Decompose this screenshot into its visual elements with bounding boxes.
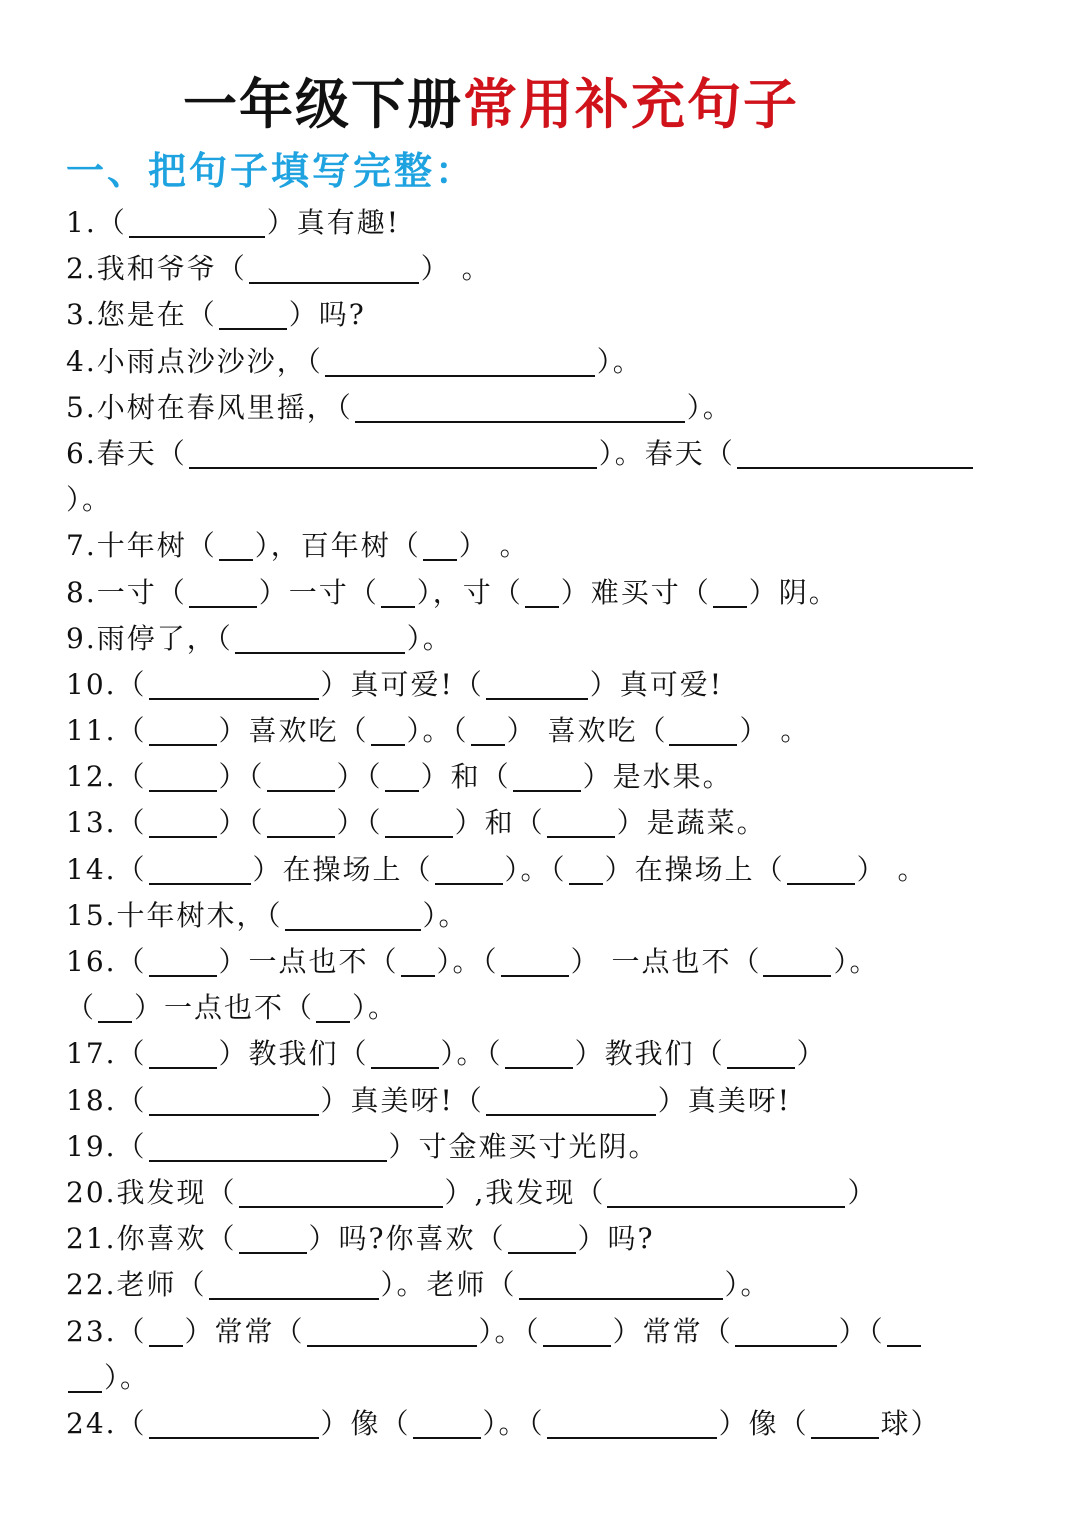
exercise-text: ）真可爱!（	[320, 667, 484, 701]
answer-blank[interactable]	[149, 1037, 217, 1069]
exercise-text: 球）	[880, 1406, 941, 1440]
exercise-line-9	[66, 616, 1026, 662]
exercise-text: ）一点也不（	[134, 991, 315, 1025]
answer-blank[interactable]	[381, 576, 415, 608]
exercise-text: 14.（	[66, 852, 147, 886]
exercise-text: ）（	[336, 760, 383, 794]
exercise-text: 13.（	[66, 806, 147, 840]
exercise-text: ）吗?	[288, 298, 366, 332]
exercise-line-11	[66, 708, 1026, 754]
answer-blank[interactable]	[249, 252, 419, 284]
exercise-text: ）（	[336, 806, 383, 840]
exercise-text: ）像（	[718, 1406, 809, 1440]
exercise-text: ）和（	[454, 806, 545, 840]
section-heading: 一、把句子填写完整：	[66, 149, 477, 193]
exercise-text: ）难买寸（	[560, 575, 711, 609]
exercise-text: ）。春天（	[598, 436, 735, 470]
answer-blank[interactable]	[413, 1407, 481, 1439]
exercise-text: ）喜欢吃（	[218, 714, 369, 748]
exercise-text: ） 喜欢吃（	[506, 714, 668, 748]
answer-blank[interactable]	[149, 714, 217, 746]
exercise-line-22	[66, 1262, 1026, 1308]
answer-blank[interactable]	[149, 806, 217, 838]
exercise-text: ）常常（	[612, 1314, 733, 1348]
exercise-text: 15.十年树木，（	[66, 898, 283, 932]
exercise-line-21	[66, 1216, 1026, 1262]
exercise-text: ）常常（	[184, 1314, 305, 1348]
exercise-text: 17.（	[66, 1037, 147, 1071]
exercise-text: ）真可爱!	[589, 667, 724, 701]
exercise-text: ）是水果。	[582, 760, 733, 794]
answer-blank[interactable]	[149, 853, 251, 885]
answer-blank[interactable]	[219, 298, 287, 330]
answer-blank[interactable]	[508, 1222, 576, 1254]
answer-blank[interactable]	[385, 806, 453, 838]
answer-blank[interactable]	[149, 1084, 319, 1116]
exercise-text: ） 。	[856, 852, 928, 886]
answer-blank[interactable]	[307, 1315, 477, 1347]
answer-blank[interactable]	[371, 714, 405, 746]
exercise-text: ）。	[66, 483, 113, 517]
exercise-line-16b	[66, 985, 1026, 1031]
exercise-text: 19.（	[66, 1129, 147, 1163]
exercise-text: ）是蔬菜。	[616, 806, 767, 840]
answer-blank[interactable]	[239, 1176, 443, 1208]
exercise-line-10	[66, 662, 1026, 708]
exercise-text: ）真美呀!	[657, 1083, 792, 1117]
exercise-text: ）。	[352, 991, 399, 1025]
exercise-text: 2.我和爷爷（	[66, 252, 247, 286]
exercise-text: ）（	[218, 760, 265, 794]
exercise-text: ）在操场上（	[252, 852, 433, 886]
exercise-line-16	[66, 939, 1026, 985]
exercise-text: ），寸（	[416, 575, 523, 609]
answer-blank[interactable]	[519, 1268, 723, 1300]
exercise-text: ）。	[724, 1268, 771, 1302]
exercise-text: ） 。	[739, 714, 811, 748]
exercise-text: ）教我们（	[574, 1037, 725, 1071]
exercise-line-1	[66, 200, 1026, 246]
answer-blank[interactable]	[325, 345, 595, 377]
exercise-text: ）,我发现（	[444, 1175, 606, 1209]
exercise-text: ）	[796, 1037, 827, 1071]
exercise-text: 24.（	[66, 1406, 147, 1440]
exercise-text: 11.（	[66, 714, 147, 748]
answer-blank[interactable]	[239, 1222, 307, 1254]
answer-blank[interactable]	[423, 529, 457, 561]
exercise-text: ）。（	[504, 852, 567, 886]
answer-blank[interactable]	[763, 945, 831, 977]
exercise-text: ）。老师（	[380, 1268, 517, 1302]
exercise-text: 6.春天（	[66, 436, 187, 470]
exercise-line-3	[66, 292, 1026, 338]
exercise-text: ） 。	[420, 252, 492, 286]
exercise-text: ）。（	[478, 1314, 541, 1348]
exercise-text: ）一寸（	[258, 575, 379, 609]
exercise-text: ）。（	[406, 714, 469, 748]
exercise-text: ）。	[833, 945, 880, 978]
exercise-text: ）吗?你喜欢（	[308, 1222, 506, 1256]
exercise-line-8	[66, 570, 1026, 616]
answer-blank[interactable]	[607, 1176, 845, 1208]
answer-blank[interactable]	[569, 853, 603, 885]
answer-blank[interactable]	[129, 206, 265, 238]
exercise-line-14	[66, 847, 1026, 893]
exercise-line-2	[66, 246, 1026, 292]
exercise-list	[66, 200, 1026, 1447]
answer-blank[interactable]	[547, 806, 615, 838]
exercise-text: 5.小树在春风里摇，（	[66, 390, 353, 424]
exercise-text: ）。（	[440, 1037, 503, 1071]
exercise-text: ）寸金难买寸光阴。	[388, 1129, 659, 1163]
answer-blank[interactable]	[316, 991, 350, 1023]
answer-blank[interactable]	[727, 1037, 795, 1069]
answer-blank[interactable]	[149, 945, 217, 977]
exercise-text: ）一点也不（	[218, 945, 399, 978]
answer-blank[interactable]	[149, 1315, 183, 1347]
exercise-text: ），百年树（	[254, 529, 421, 563]
answer-blank[interactable]	[189, 576, 257, 608]
answer-blank[interactable]	[435, 853, 503, 885]
page-title	[183, 74, 799, 136]
answer-blank[interactable]	[787, 853, 855, 885]
answer-blank[interactable]	[267, 760, 335, 792]
answer-blank[interactable]	[713, 576, 747, 608]
exercise-text: ）像（	[320, 1406, 411, 1440]
exercise-line-23b	[66, 1355, 1026, 1401]
exercise-line-12	[66, 754, 1026, 800]
exercise-text: ） 一点也不（	[570, 945, 762, 978]
exercise-line-13	[66, 800, 1026, 846]
answer-blank[interactable]	[355, 391, 685, 423]
exercise-line-23	[66, 1309, 1026, 1355]
exercise-text: 18.（	[66, 1083, 147, 1117]
exercise-line-5	[66, 385, 1026, 431]
exercise-text: ）（	[838, 1314, 885, 1348]
exercise-line-20	[66, 1170, 1026, 1216]
answer-blank[interactable]	[371, 1037, 439, 1069]
answer-blank[interactable]	[235, 622, 405, 654]
answer-blank[interactable]	[68, 1361, 102, 1393]
exercise-text: 21.你喜欢（	[66, 1222, 237, 1256]
exercise-text: 9.雨停了，（	[66, 621, 233, 655]
answer-blank[interactable]	[209, 1268, 379, 1300]
answer-blank[interactable]	[219, 529, 253, 561]
answer-blank[interactable]	[735, 1315, 837, 1347]
exercise-line-7	[66, 523, 1026, 569]
exercise-text: ）。	[596, 344, 643, 378]
exercise-line-18	[66, 1078, 1026, 1124]
answer-blank[interactable]	[149, 1407, 319, 1439]
answer-blank[interactable]	[501, 945, 569, 977]
answer-blank[interactable]	[525, 576, 559, 608]
answer-blank[interactable]	[267, 806, 335, 838]
title-part1: 一年级下册	[183, 73, 463, 136]
exercise-line-6b	[66, 477, 1026, 523]
exercise-text: 16.（	[66, 945, 147, 978]
exercise-text: 23.（	[66, 1314, 147, 1348]
answer-blank[interactable]	[401, 945, 435, 977]
exercise-text: 3.您是在（	[66, 298, 217, 332]
exercise-text: ）阴。	[748, 575, 839, 609]
answer-blank[interactable]	[98, 991, 132, 1023]
exercise-text: ）真有趣!	[266, 206, 400, 239]
exercise-text: 20.我发现（	[66, 1175, 237, 1209]
answer-blank[interactable]	[486, 1084, 656, 1116]
exercise-text: ）	[847, 1175, 878, 1209]
answer-blank[interactable]	[149, 1130, 387, 1162]
exercise-line-24	[66, 1401, 1026, 1447]
exercise-line-4	[66, 339, 1026, 385]
answer-blank[interactable]	[505, 1037, 573, 1069]
exercise-text: ）在操场上（	[604, 852, 785, 886]
exercise-text: ）（	[218, 806, 265, 840]
exercise-text: 22.老师（	[66, 1268, 207, 1302]
exercise-text: ）。	[686, 390, 733, 424]
answer-blank[interactable]	[149, 668, 319, 700]
exercise-text: （	[66, 991, 97, 1025]
exercise-text: 8.一寸（	[66, 575, 187, 609]
answer-blank[interactable]	[385, 760, 419, 792]
answer-blank[interactable]	[669, 714, 737, 746]
answer-blank[interactable]	[471, 714, 505, 746]
exercise-text: ）吗?	[577, 1222, 655, 1256]
answer-blank[interactable]	[737, 437, 973, 469]
answer-blank[interactable]	[149, 760, 217, 792]
exercise-text: 10.（	[66, 667, 147, 701]
answer-blank[interactable]	[285, 899, 421, 931]
exercise-line-15	[66, 893, 1026, 939]
answer-blank[interactable]	[547, 1407, 717, 1439]
answer-blank[interactable]	[811, 1407, 879, 1439]
answer-blank[interactable]	[543, 1315, 611, 1347]
exercise-text: ）和（	[420, 760, 511, 794]
answer-blank[interactable]	[486, 668, 588, 700]
title-part2: 常用补充句子	[463, 73, 799, 136]
exercise-text: ）。	[104, 1360, 151, 1394]
exercise-text: ） 。	[458, 529, 530, 563]
exercise-text: ）教我们（	[218, 1037, 369, 1071]
exercise-text: ）真美呀!（	[320, 1083, 484, 1117]
exercise-text: 1.（	[66, 206, 127, 239]
exercise-line-6	[66, 431, 1026, 477]
exercise-line-17	[66, 1031, 1026, 1077]
exercise-text: ）。	[422, 898, 469, 932]
answer-blank[interactable]	[189, 437, 597, 469]
answer-blank[interactable]	[887, 1315, 921, 1347]
exercise-text: 12.（	[66, 760, 147, 794]
exercise-line-19	[66, 1124, 1026, 1170]
exercise-text: ）。（	[436, 945, 499, 978]
exercise-text: 7.十年树（	[66, 529, 217, 563]
answer-blank[interactable]	[513, 760, 581, 792]
exercise-text: ）。	[406, 621, 453, 655]
exercise-text: 4.小雨点沙沙沙，（	[66, 344, 323, 378]
exercise-text: ）。（	[482, 1406, 545, 1440]
